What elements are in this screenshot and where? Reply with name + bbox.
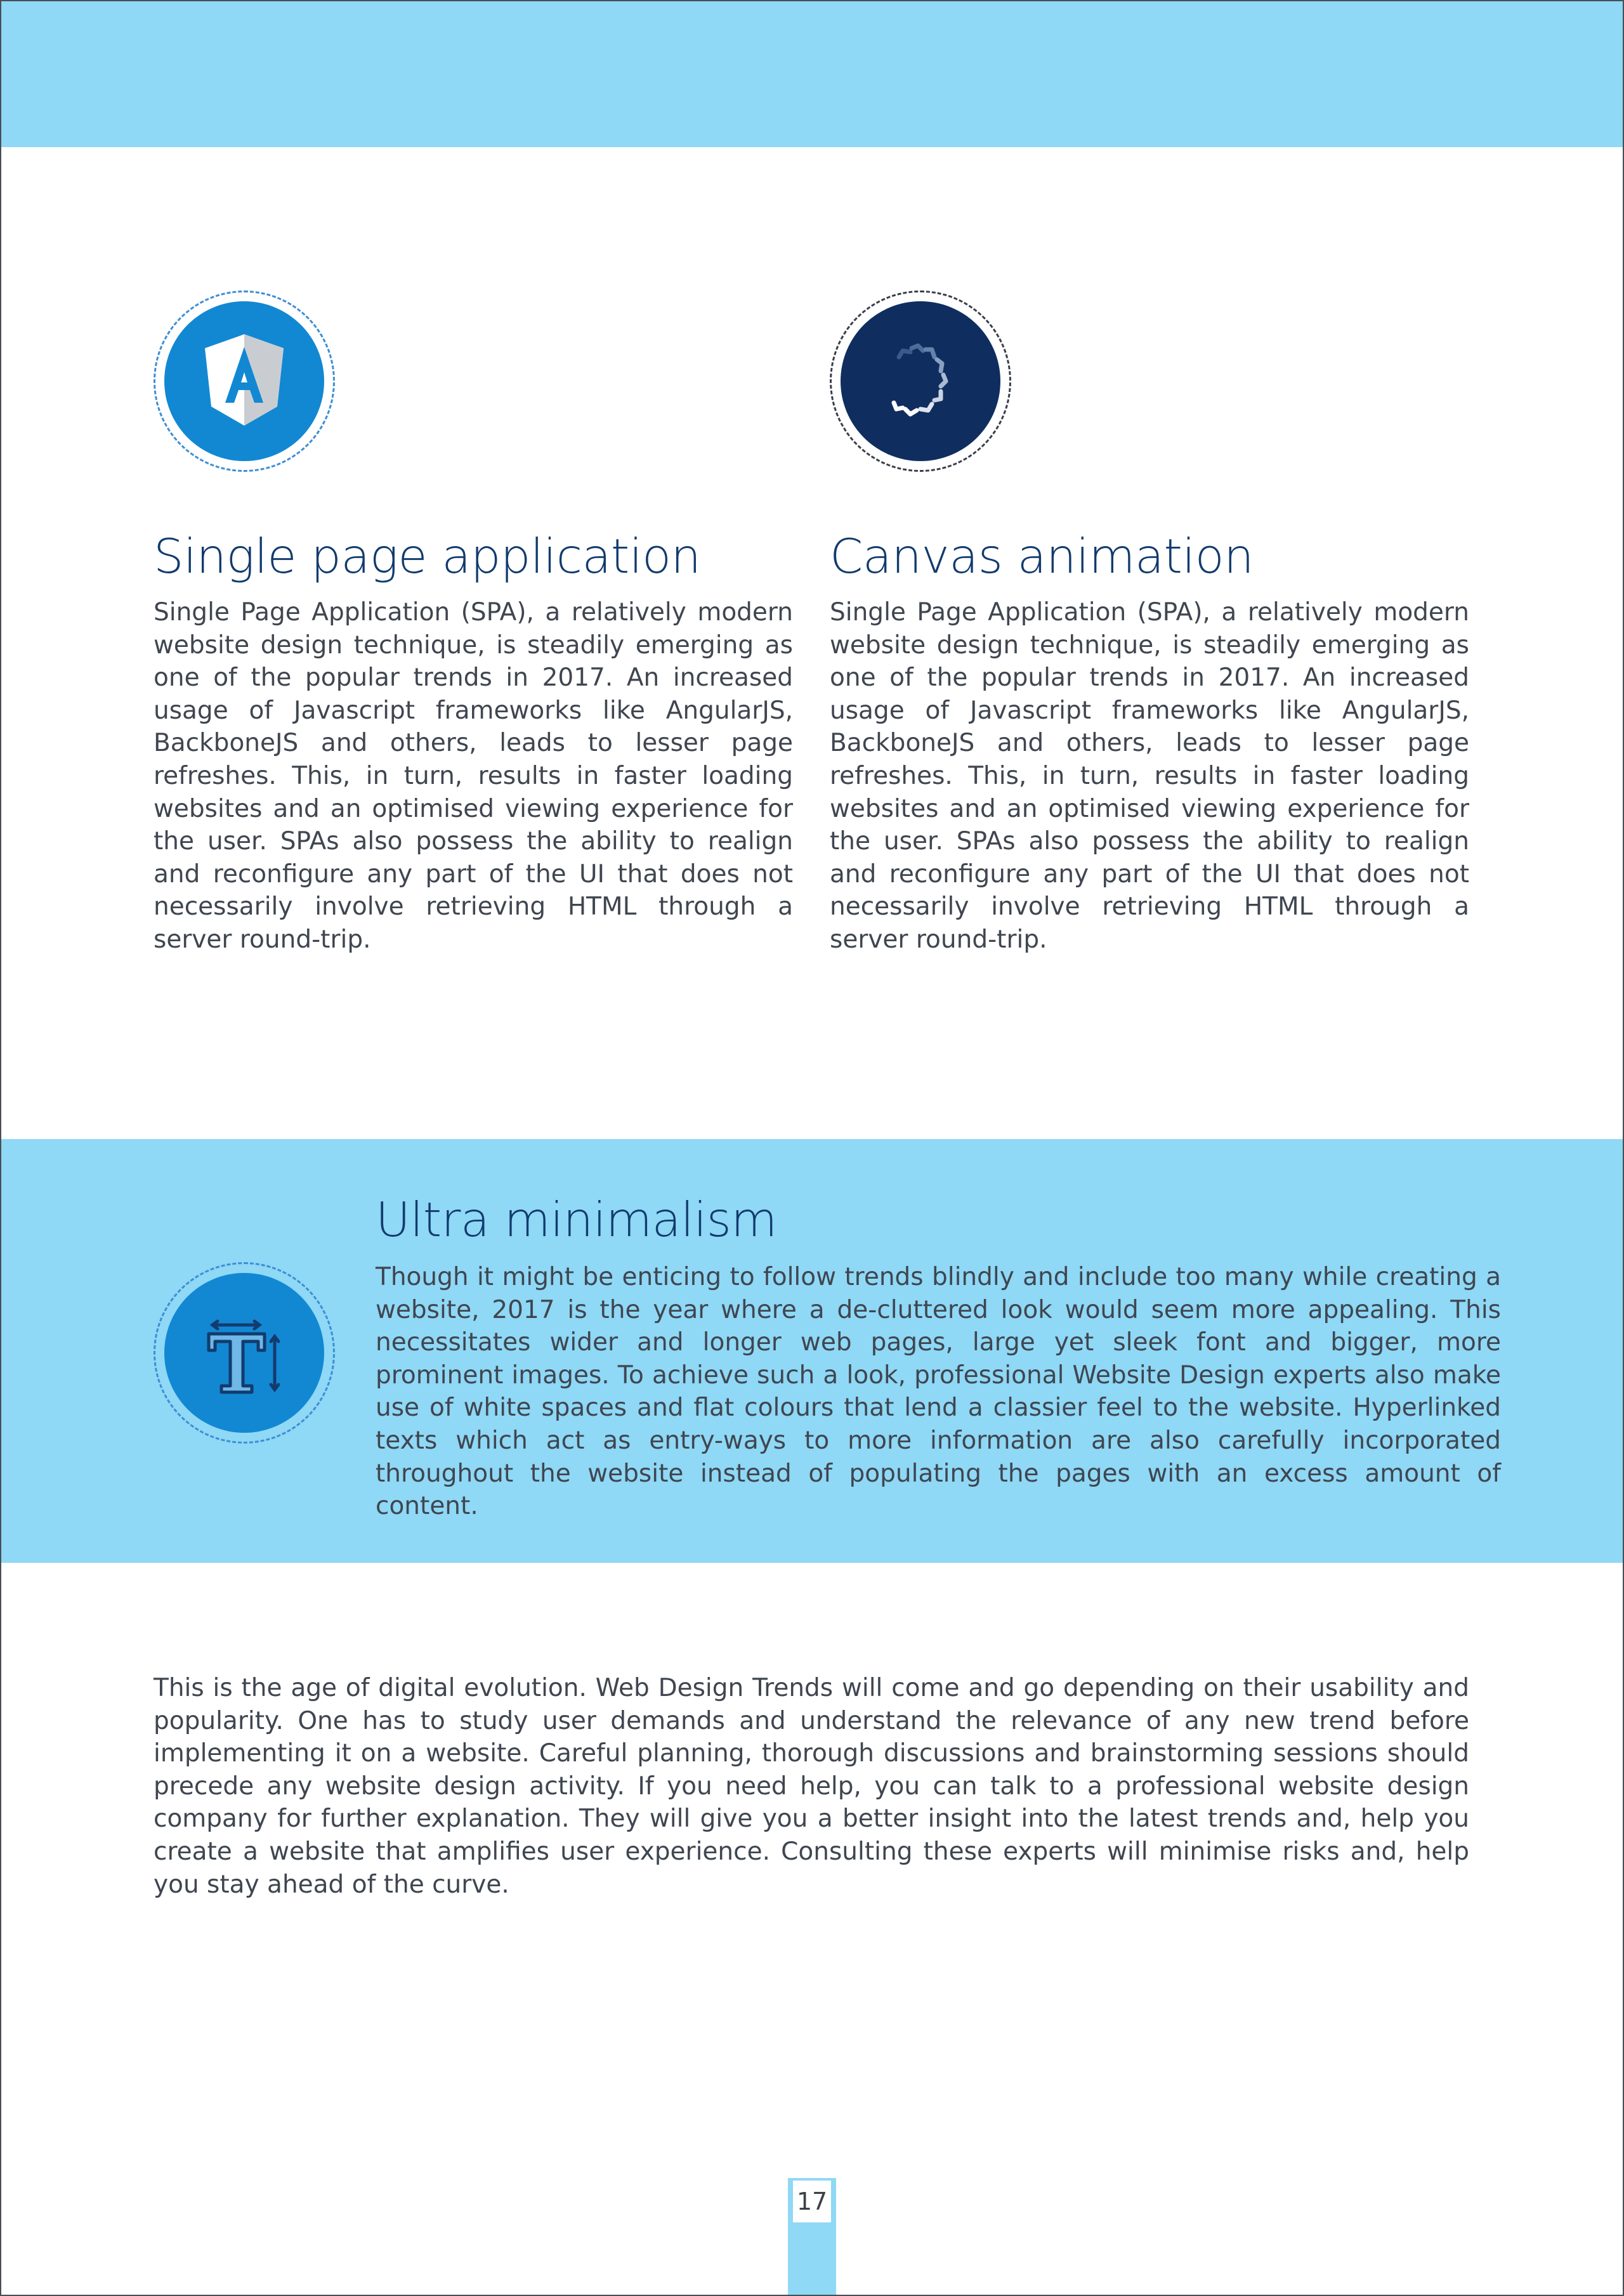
letter-t-icon bbox=[164, 1273, 324, 1433]
closing-paragraph: This is the age of digital evolution. Web Design Trends will come and go depending on their usability and popularity. One has to study user demands and understand the relevance of any new trend before implementing it on a website. Careful planning, thorough discussions and brainstorming sessions should precede any website design activity. If you need help, you can talk to a professional website design company for further explanation. They will give you a better insight into the latest trends and, help you create a website that amplifies user experience. Consulting these experts will minimise risks and, help you stay ahead of the curve. bbox=[154, 1674, 1469, 1899]
section-body: Single Page Application (SPA), a relatively modern website design technique, is steadily emerging as one of the popular trends in 2017. An increased usage of Javascript frameworks like AngularJS, BackboneJS and others, leads to lesser page refreshes. This, in turn, results in faster loading websites and an optimised viewing experience for the user. SPAs also possess the ability to realign and reconfigure any part of the UI that does not necessarily involve retrieving HTML through a server round-trip. bbox=[154, 598, 793, 954]
spinner-chevrons-icon bbox=[841, 301, 1000, 461]
angularjs-logo-icon bbox=[154, 290, 335, 472]
page-number: 17 bbox=[793, 2181, 831, 2222]
section-body: Single Page Application (SPA), a relatively modern website design technique, is steadily emerging as one of the popular trends in 2017. An increased usage of Javascript frameworks like AngularJS, BackboneJS and others, leads to lesser page refreshes. This, in turn, results in faster loading websites and an optimised viewing experience for the user. SPAs also possess the ability to realign and reconfigure any part of the UI that does not necessarily involve retrieving HTML through a server round-trip. bbox=[830, 598, 1469, 954]
page-number-tab bbox=[788, 2178, 836, 2296]
section-title: Canvas animation bbox=[830, 528, 1254, 584]
section-title: Single page application bbox=[154, 528, 701, 584]
typography-resize-icon bbox=[154, 1262, 335, 1444]
angular-shield-icon bbox=[164, 301, 324, 461]
header-band bbox=[0, 0, 1624, 147]
loading-spinner-icon bbox=[830, 290, 1011, 472]
section-body: Though it might be enticing to follow trends blindly and include too many while creating a website, 2017 is the year where a de-cluttered look would seem more appealing. This necessitates wider and longer web pages, large yet sleek font and bigger, more prominent images. To achieve such a look, professional Website Design experts also make use of white spaces and flat colours that lend a classier feel to the website. Hyperlinked texts which act as entry-ways to more information are also carefully incorporated throughout the website instead of populating the pages with an excess amount of content. bbox=[376, 1263, 1501, 1521]
section-title: Ultra minimalism bbox=[376, 1192, 777, 1248]
